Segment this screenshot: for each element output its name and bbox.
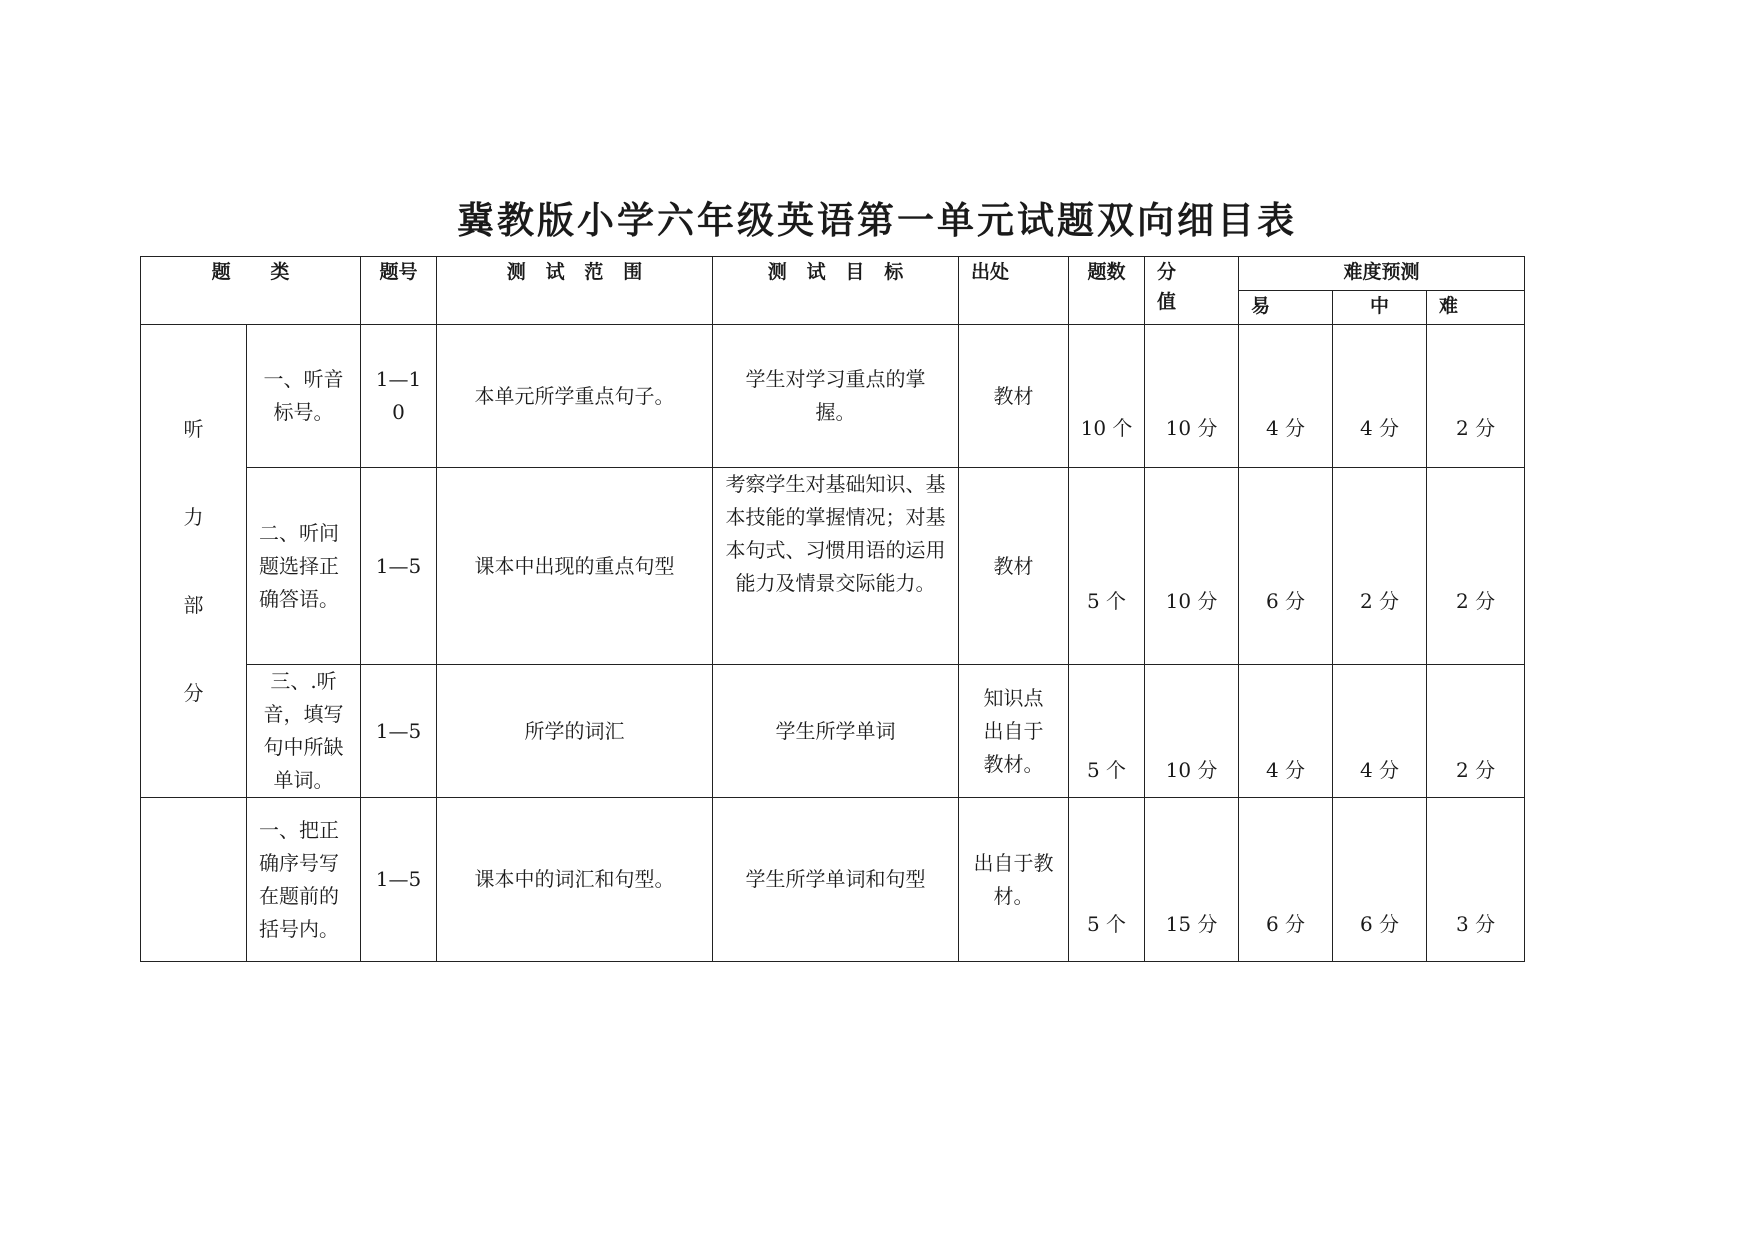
item-scope: 本单元所学重点句子。	[437, 325, 713, 468]
item-score: 10 分	[1145, 468, 1239, 665]
item-medium: 2 分	[1333, 468, 1427, 665]
item-name: 三、.听音，填写句中所缺单词。	[247, 665, 361, 798]
item-name: 二、听问题选择正确答语。	[247, 468, 361, 665]
item-goal: 学生对学习重点的掌握。	[713, 325, 959, 468]
item-medium: 6 分	[1333, 798, 1427, 962]
section-char: 力	[183, 504, 204, 529]
item-count: 5 个	[1069, 798, 1145, 962]
section-empty	[141, 798, 247, 962]
item-score: 15 分	[1145, 798, 1239, 962]
item-source: 教材	[959, 325, 1069, 468]
item-source: 出自于教材。	[959, 798, 1069, 962]
item-name: 一、听音标号。	[247, 325, 361, 468]
header-easy: 易	[1239, 291, 1333, 325]
item-name: 一、把正确序号写在题前的括号内。	[247, 798, 361, 962]
table-row	[141, 798, 1525, 962]
item-number: 1—5	[361, 665, 437, 798]
header-score	[1145, 257, 1239, 325]
header-row-1	[141, 257, 1525, 291]
item-medium: 4 分	[1333, 665, 1427, 798]
header-goal: 测 试 目 标	[713, 257, 959, 325]
item-hard: 2 分	[1427, 468, 1525, 665]
item-easy: 4 分	[1239, 665, 1333, 798]
item-scope: 所学的词汇	[437, 665, 713, 798]
header-count: 题数	[1069, 257, 1145, 325]
item-source: 知识点出自于教材。	[959, 665, 1069, 798]
item-goal: 考察学生对基础知识、基本技能的掌握情况；对基本句式、习惯用语的运用能力及情景交际能力。	[713, 468, 959, 665]
header-scope: 测 试 范 围	[437, 257, 713, 325]
document-title: 冀教版小学六年级英语第一单元试题双向细目表	[457, 198, 1297, 242]
item-number: 1—5	[361, 798, 437, 962]
section-char: 分	[183, 680, 204, 705]
table-row	[141, 665, 1525, 798]
header-source: 出处	[959, 257, 1069, 325]
item-medium: 4 分	[1333, 325, 1427, 468]
section-char: 听	[183, 416, 204, 441]
specification-table	[140, 256, 1525, 962]
header-score-line1: 分	[1157, 261, 1177, 283]
item-score: 10 分	[1145, 665, 1239, 798]
item-number: 1—5	[361, 468, 437, 665]
item-count: 5 个	[1069, 468, 1145, 665]
item-scope: 课本中出现的重点句型	[437, 468, 713, 665]
item-easy: 6 分	[1239, 468, 1333, 665]
section-listening	[141, 325, 247, 798]
table-row	[141, 325, 1525, 468]
item-goal: 学生所学单词	[713, 665, 959, 798]
item-hard: 3 分	[1427, 798, 1525, 962]
header-score-line2: 值	[1157, 291, 1177, 313]
header-number: 题号	[361, 257, 437, 325]
header-difficulty: 难度预测	[1239, 257, 1525, 291]
item-goal: 学生所学单词和句型	[713, 798, 959, 962]
table-row	[141, 468, 1525, 665]
item-scope: 课本中的词汇和句型。	[437, 798, 713, 962]
item-source: 教材	[959, 468, 1069, 665]
item-easy: 6 分	[1239, 798, 1333, 962]
item-number: 1—10	[361, 325, 437, 468]
header-medium: 中	[1333, 291, 1427, 325]
header-category: 题 类	[141, 257, 361, 325]
item-hard: 2 分	[1427, 665, 1525, 798]
item-count: 10 个	[1069, 325, 1145, 468]
section-char: 部	[183, 592, 204, 617]
item-count: 5 个	[1069, 665, 1145, 798]
header-hard: 难	[1427, 291, 1525, 325]
item-easy: 4 分	[1239, 325, 1333, 468]
item-score: 10 分	[1145, 325, 1239, 468]
item-hard: 2 分	[1427, 325, 1525, 468]
